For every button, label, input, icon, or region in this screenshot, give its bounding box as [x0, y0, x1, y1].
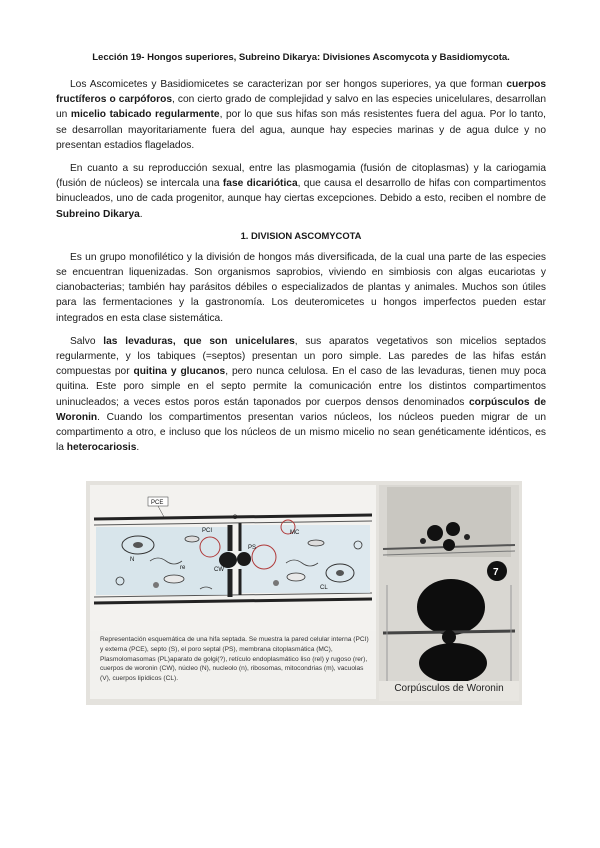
section-heading-ascomycota: 1. DIVISION ASCOMYCOTA — [240, 229, 362, 241]
label-ps: PS — [248, 545, 257, 551]
label-cl: CL — [320, 585, 328, 591]
term-levaduras: las levaduras, que son unicelulares — [103, 335, 295, 347]
term-subreino-dikarya: Subreino Dikarya — [56, 208, 140, 220]
term-heterocariosis: heterocariosis — [66, 442, 137, 454]
intro-paragraph-1: Los Ascomicetes y Basidiomicetes se caracterizan por ser hongos superiores, ya que forman cuerpos fructíferos o carpóforos, con cierto grado de complejidad y salvo en las especies unicelulares, desarrollan un micelio tabicado regularmente, por lo que sus hifas son más resistentes fuera del agua. Por lo tanto, se desarrollan mayoritariamente fuera del agua, aunque hay especies marinas y de agua dulce y no presentan estadios flagelados. — [56, 79, 546, 151]
term-micelio-tabicado: micelio tabicado regularmente — [70, 109, 220, 121]
term-fase-dicariotica: fase dicariótica — [222, 178, 298, 190]
label-pce: PCE — [151, 500, 164, 506]
figure-caption: Representación esquemática de una hifa septada. Se muestra la pared celular interna (PCI) y externa (PCE), septo (S), el poro septal (PS), membrana citoplasmática (MC), Plasmolomasomas (PL)aparato de golgi(?), retículo endoplasmático liso (rel) y rugoso (rer), cuerpos de woronin (CW), núcleo (N), nucleolo (n), ribosomas, mitocondrias (m), vacuolas (V), cuerpos lipídicos (CL). — [100, 636, 369, 683]
page-title: Lección 19- Hongos superiores, Subreino Dikarya: Divisiones Ascomycota y Basidiomycota. — [92, 52, 510, 63]
micrograph-caption: Corpúsculos de Woronin — [394, 683, 504, 694]
label-s: S — [233, 515, 238, 521]
micrograph-image — [379, 485, 519, 681]
term-corpusculos-woronin: corpúsculos de Woronin — [56, 396, 546, 423]
document-body — [56, 52, 546, 463]
ascomycota-paragraph-1: Es un grupo monofilético y la división de hongos más diversificada, de la cual una parte de las especies se encuentran liquenizadas. Son organismos saprobios, viviendo en simbiosis con algas eucariotas y cianobacterias; también hay parásitos débiles o especializados de plantas y animales. Muchos son útiles para las fermentaciones y la gastronomía. Los deuteromicetes u hongos imperfectos pueden estar integrados en esta clase sistemática. — [56, 251, 546, 324]
label-cw: CW — [214, 567, 224, 573]
woronin-micrograph — [379, 485, 519, 701]
micrograph-number: 7 — [493, 567, 499, 578]
label-n: N — [130, 557, 135, 563]
term-quitina-glucanos: quitina y glucanos — [133, 366, 226, 378]
label-mc: MC — [290, 530, 300, 536]
label-re: re — [180, 565, 186, 571]
intro-paragraph-2: En cuanto a su reproducción sexual, entre las plasmogamia (fusión de citoplasmas) y la cariogamia (fusión de núcleos) se intercala una fase dicariótica, que causa el desarrollo de hifas con compartimentos binucleados, uno de cada progenitor, aunque hay ciertas excepciones. Debido a esto, reciben el nombre de Subreino Dikarya. — [56, 163, 546, 220]
label-pci: PCI — [202, 528, 213, 534]
septate-hypha-illustration — [90, 485, 376, 631]
hypha-diagram — [90, 485, 376, 699]
figure — [86, 481, 522, 705]
term-cuerpos-fructiferos: cuerpos fructíferos o carpóforos — [56, 79, 546, 106]
ascomycota-paragraph-2: Salvo las levaduras, que son unicelulares, sus aparatos vegetativos son micelios septados regularmente, y los tabiques (=septos) presentan un poro simple. Las paredes de las hifas están compuestas por quitina y glucanos, pero nunca celulosa. En el caso de las levaduras, tienen muy poca quitina. Este poro simple en el septo permite la comunicación entre los distintos compartimentos uninucleados; a veces estos poros están taponados por cuerpos densos denominados corpúsculos de Woronin. Cuando los compartimentos presentan varios núcleos, los núcleos pueden migrar de un compartimento a otro, e incluso que los núcleos de un mismo micelio no sean genéticamente idénticos, es la heterocariosis. — [56, 335, 546, 454]
